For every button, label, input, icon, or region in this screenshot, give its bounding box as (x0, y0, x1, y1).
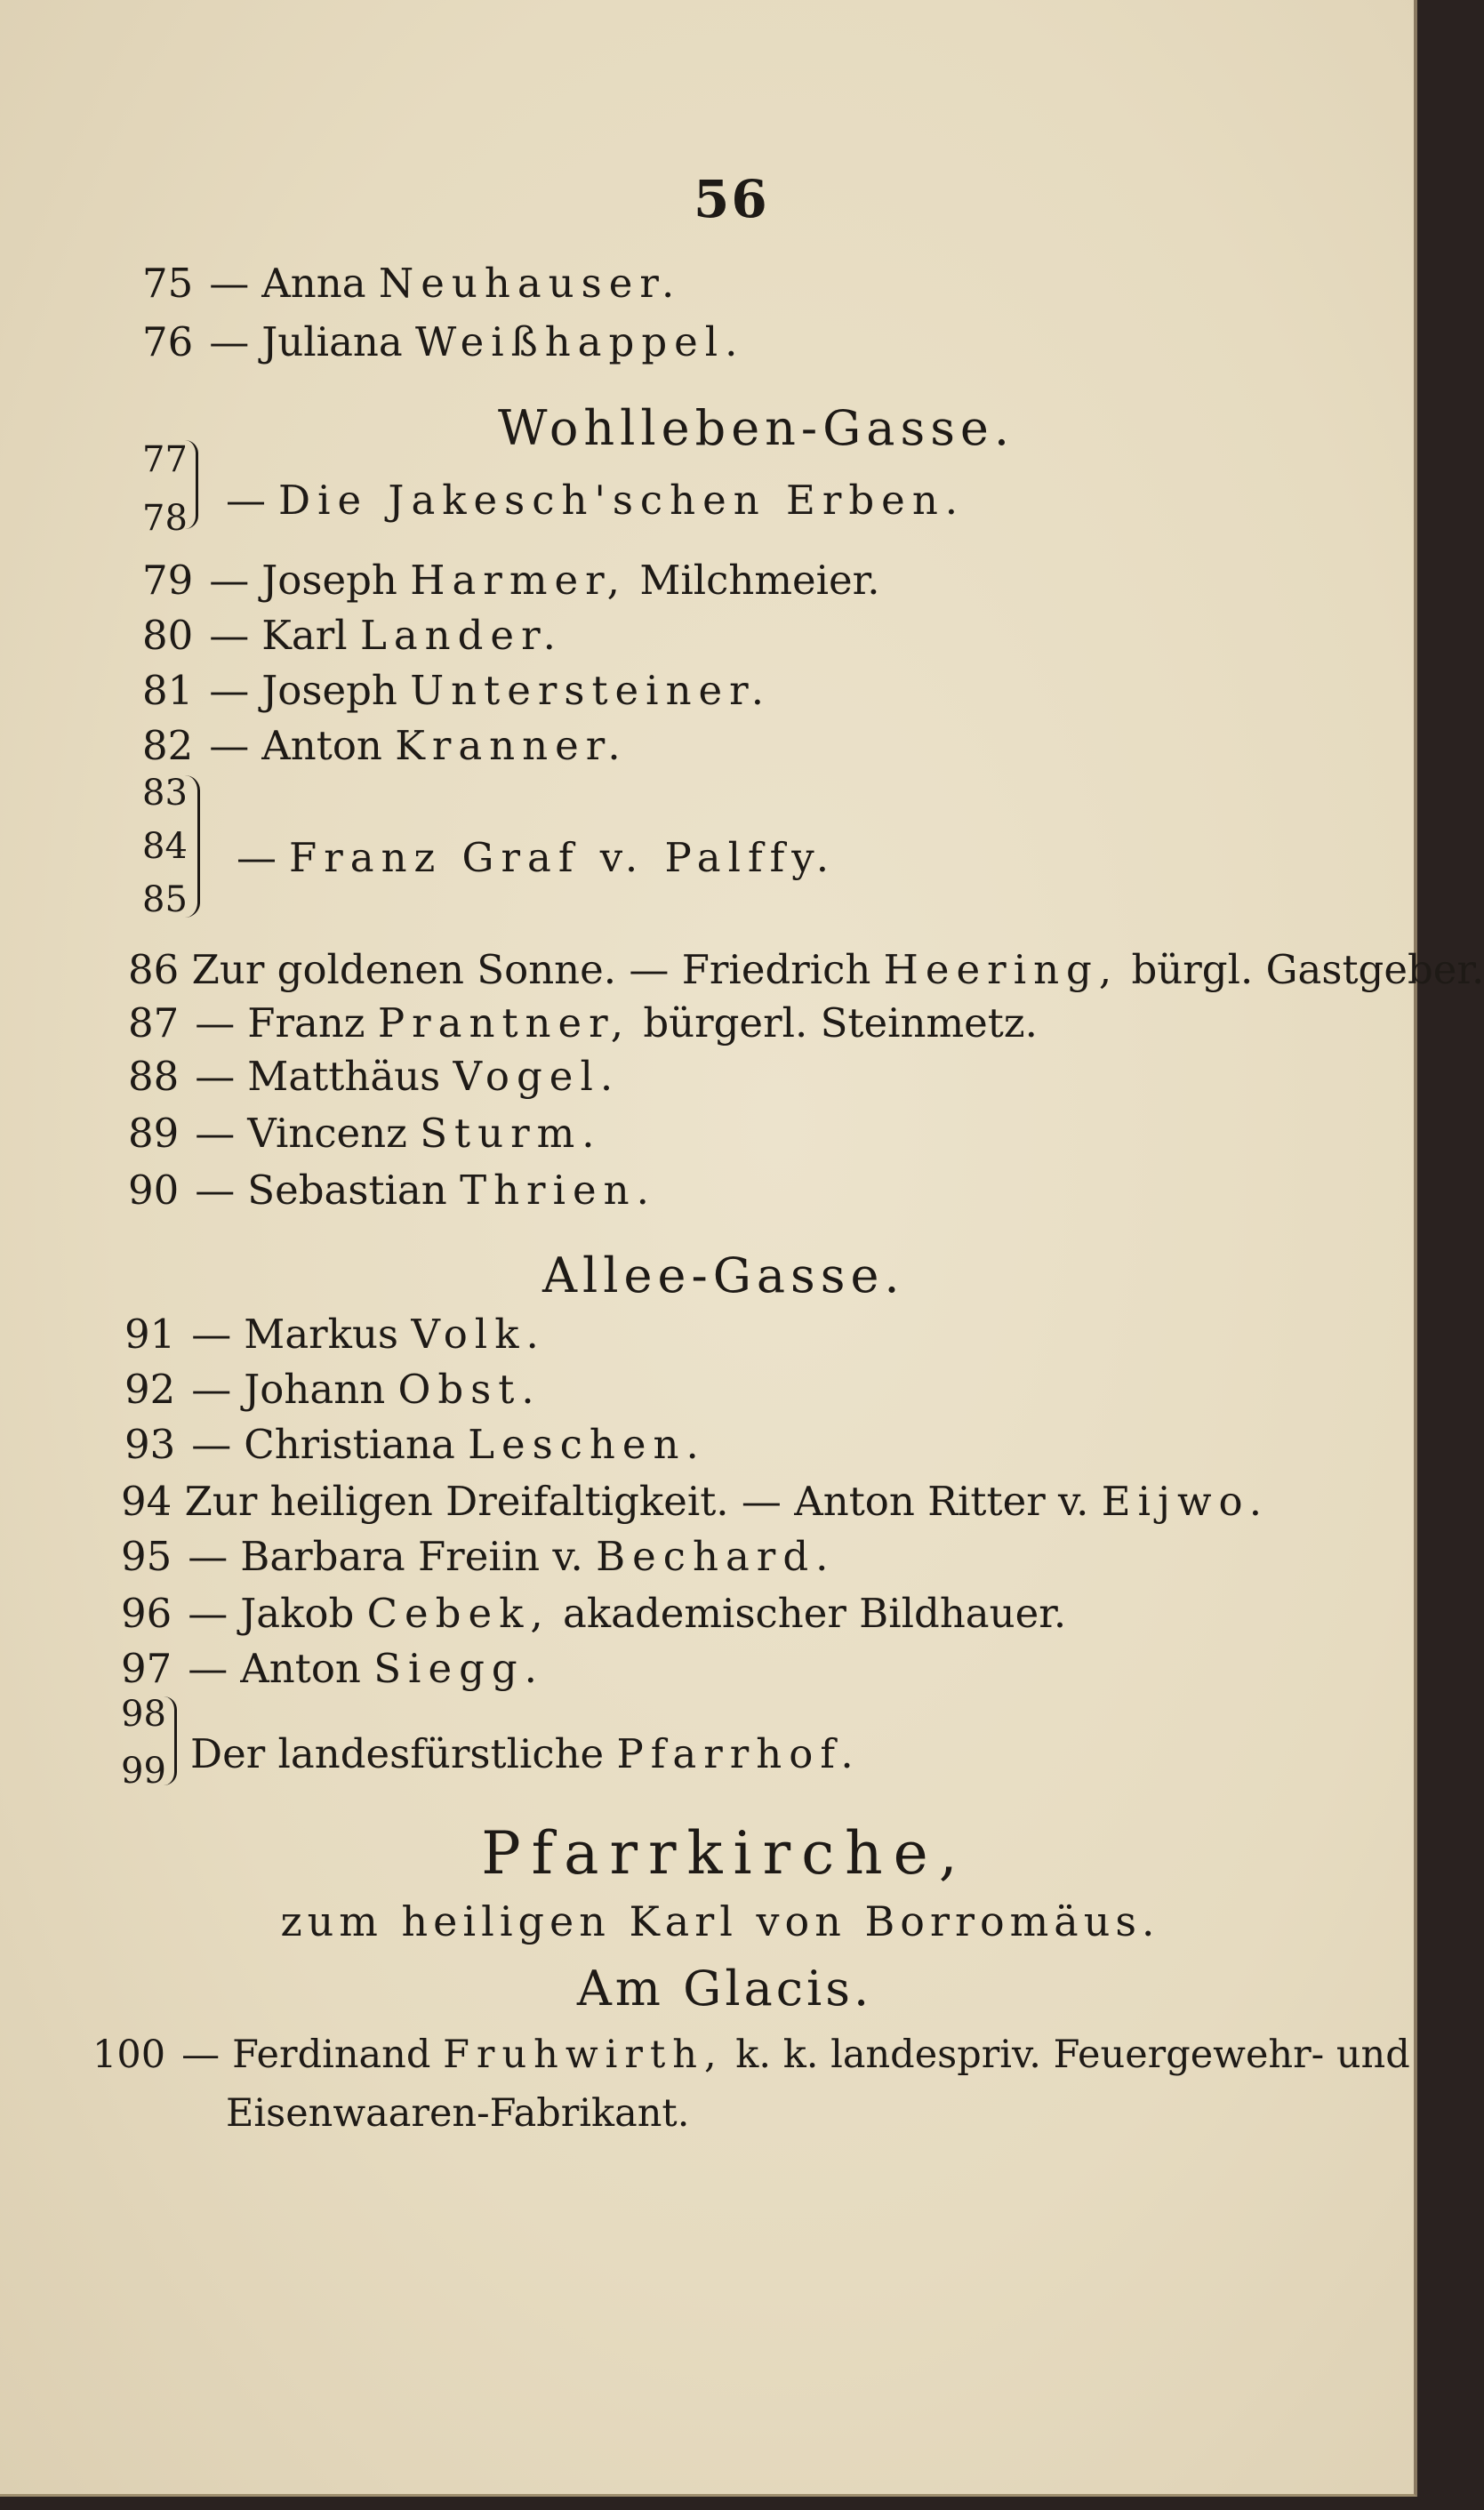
inn-and-owner: Zur goldenen Sonne. — Friedrich (191, 946, 871, 993)
entry-90: 90 — Sebastian Thrien. (128, 1167, 656, 1214)
surname: Weißhappel. (415, 318, 745, 365)
surname: Lander. (359, 612, 563, 659)
entry-96: 96 — Jakob Cebek, akademischer Bildhauer. (121, 1590, 1067, 1637)
given-name: Vincenz (247, 1110, 407, 1157)
brace (164, 1696, 177, 1785)
entry-94 (121, 1478, 1270, 1525)
house-number: 93 (124, 1421, 176, 1468)
entry-83-85: — Franz Graf v. Palffy. (237, 834, 837, 881)
entry-100: 100 — Ferdinand Fruhwirth, k. k. landespriv. Feuergewehr- und (92, 2033, 1410, 2077)
house-number: 96 (121, 1590, 172, 1637)
entry-88: 88 — Matthäus Vogel. (128, 1053, 621, 1100)
house-number: 78 (142, 498, 188, 539)
page-number: 56 (694, 169, 769, 229)
occupation: akademischer Bildhauer. (563, 1590, 1067, 1637)
surname: Cebek, (366, 1590, 550, 1637)
given-name: Anton (240, 1645, 361, 1692)
entry-95: 95 — Barbara Freiin v. Bechard. (121, 1533, 836, 1580)
house-number: 77 (142, 439, 188, 480)
given-name: Barbara Freiin v. (240, 1533, 583, 1580)
house-number: 89 (128, 1110, 180, 1157)
entry-92: 92 — Johann Obst. (124, 1366, 541, 1413)
surname: Siegg. (373, 1645, 544, 1692)
surname: Prantner, (377, 999, 631, 1047)
brace (185, 440, 198, 529)
house-number: 92 (124, 1366, 176, 1413)
entry-93: 93 — Christiana Leschen. (124, 1421, 706, 1468)
occupation: bürgl. Gastgeber. (1131, 946, 1484, 993)
house-number: 91 (124, 1311, 176, 1358)
house-number: 94 (121, 1478, 172, 1525)
surname: Heering, (883, 946, 1119, 993)
house-number: 88 (128, 1053, 180, 1100)
occupation: k. k. landespriv. Feuergewehr- und (735, 2033, 1410, 2077)
surname: Neuhauser. (378, 260, 682, 307)
brace (185, 775, 200, 918)
surname: Untersteiner. (410, 667, 772, 714)
surname: Obst. (397, 1366, 541, 1413)
entry-80: 80 — Karl Lander. (142, 612, 563, 659)
surname: Volk. (411, 1311, 546, 1358)
street-heading-allee: Allee-Gasse. (542, 1247, 905, 1303)
owner: Die Jakesch'schen Erben. (278, 477, 966, 524)
parsonage-name: Pfarrhof. (616, 1730, 861, 1777)
church-location: Am Glacis. (576, 1961, 873, 2017)
entry-89: 89 — Vincenz Sturm. (128, 1110, 602, 1157)
entry-76: 76 — Juliana Weißhappel. (142, 318, 745, 365)
given-name: Franz (247, 999, 365, 1047)
entry-79: 79 — Joseph Harmer, Milchmeier. (142, 557, 880, 604)
surname: Bechard. (596, 1533, 836, 1580)
given-name: Christiana (244, 1421, 455, 1468)
entry-82: 82 — Anton Kranner. (142, 722, 628, 769)
given-name: Matthäus (247, 1053, 441, 1100)
surname: Harmer, (410, 557, 627, 604)
church-title: Pfarrkirche, (481, 1819, 968, 1888)
entry-81: 81 — Joseph Untersteiner. (142, 667, 772, 714)
entry-75: 75 — Anna Neuhauser. (142, 260, 682, 307)
surname: Kranner. (395, 722, 628, 769)
house-number: 87 (128, 999, 180, 1047)
occupation: bürgerl. Steinmetz. (643, 999, 1038, 1047)
given-name: Karl (261, 612, 348, 659)
entry-97: 97 — Anton Siegg. (121, 1645, 544, 1692)
given-name: Sebastian (247, 1167, 447, 1214)
house-number: 100 (92, 2033, 166, 2077)
owner: Franz Graf v. Palffy. (289, 834, 837, 881)
house-number: 75 (142, 260, 194, 307)
entry-100-continued: Eisenwaaren-Fabrikant. (226, 2091, 690, 2136)
house-number: 95 (121, 1533, 172, 1580)
church-subtitle: zum heiligen Karl von Borromäus. (280, 1897, 1160, 1945)
house-number: 97 (121, 1645, 172, 1692)
given-name: Jakob (240, 1590, 355, 1637)
entry-91: 91 — Markus Volk. (124, 1311, 546, 1358)
surname: Thrien. (460, 1167, 656, 1214)
given-name: Joseph (261, 667, 397, 714)
given-name: Juliana (261, 318, 403, 365)
house-number: 76 (142, 318, 194, 365)
given-name: Markus (244, 1311, 399, 1358)
house-number: 80 (142, 612, 194, 659)
house-number: 90 (128, 1167, 180, 1214)
given-name: Johann (244, 1366, 386, 1413)
given-name: Joseph (261, 557, 397, 604)
house-number: 98 (121, 1694, 166, 1735)
parsonage-label: Der landesfürstliche (190, 1730, 605, 1777)
entry-86 (128, 946, 1484, 993)
given-name: Ferdinand (232, 2033, 431, 2077)
house-number: 82 (142, 722, 194, 769)
house-number: 99 (121, 1751, 166, 1792)
surname: Eijwo. (1101, 1478, 1270, 1525)
house-number: 85 (142, 879, 188, 920)
street-heading-wohlleben: Wohlleben-Gasse. (498, 400, 1015, 456)
house-number: 79 (142, 557, 194, 604)
house-number: 86 (128, 946, 180, 993)
house-number: 83 (142, 773, 188, 814)
surname: Fruhwirth, (443, 2033, 724, 2077)
surname: Sturm. (420, 1110, 602, 1157)
entry-77-78: — Die Jakesch'schen Erben. (226, 477, 966, 524)
surname: Leschen. (468, 1421, 706, 1468)
given-name: Anna (261, 260, 366, 307)
given-name: Anton (261, 722, 382, 769)
surname: Vogel. (453, 1053, 621, 1100)
entry-87: 87 — Franz Prantner, bürgerl. Steinmetz. (128, 999, 1038, 1047)
inn-and-owner: Zur heiligen Dreifaltigkeit. — Anton Ritter v. (184, 1478, 1089, 1525)
house-number: 84 (142, 826, 188, 867)
entry-98-99 (190, 1730, 861, 1777)
house-number: 81 (142, 667, 194, 714)
occupation: Milchmeier. (639, 557, 880, 604)
